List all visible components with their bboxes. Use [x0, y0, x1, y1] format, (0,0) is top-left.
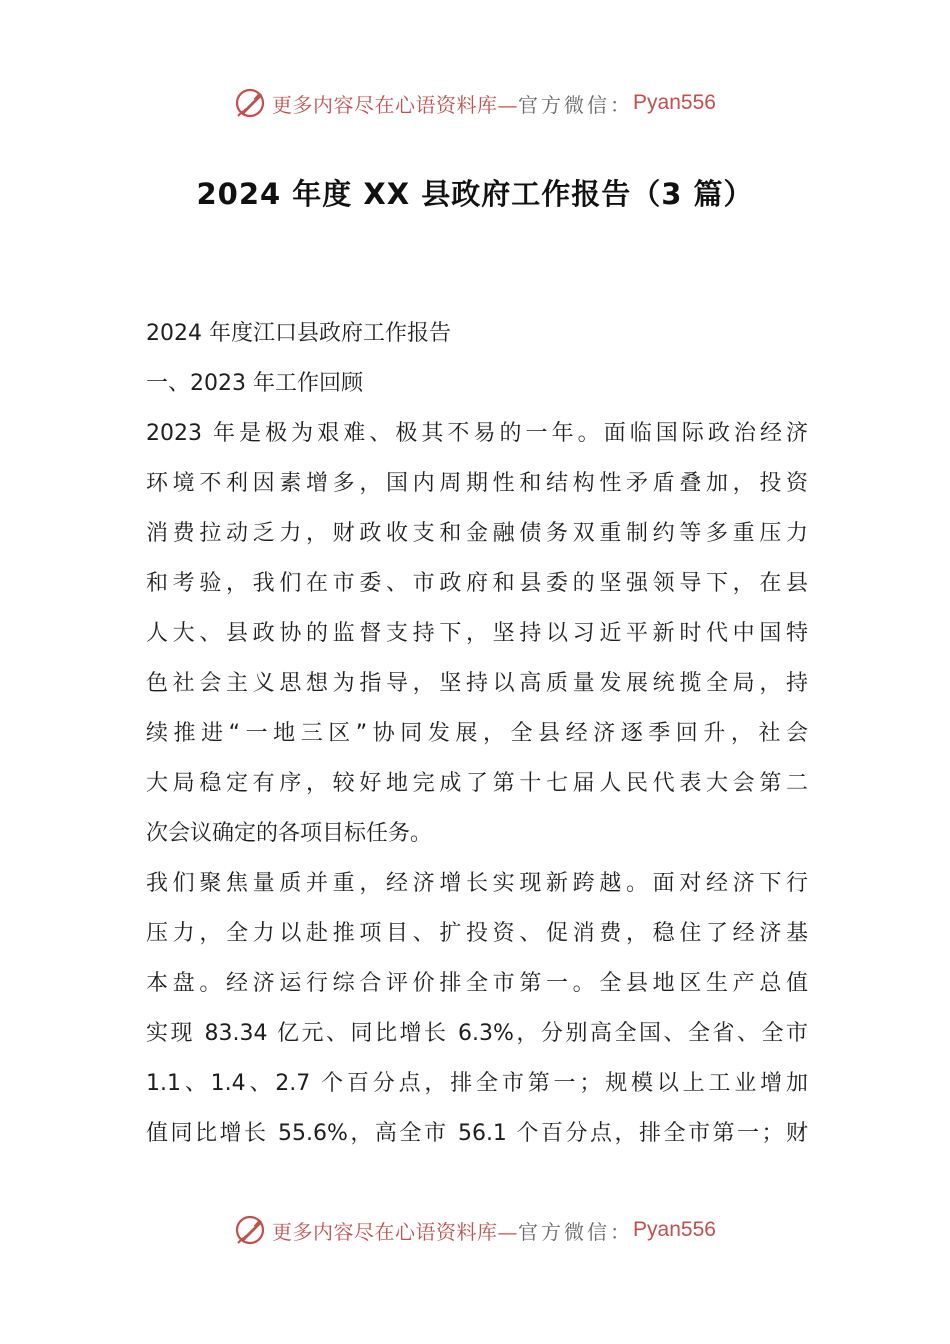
document-body	[146, 314, 808, 1164]
header-banner[interactable]	[0, 86, 950, 120]
section-heading: 一、2023 年工作回顾	[146, 371, 363, 396]
banner-slogan: 更多内容尽在心语资料库—	[272, 1219, 519, 1244]
paragraph-line: 人大、县政协的监督支持下，坚持以习近平新时代中国特	[146, 621, 808, 646]
paragraph-line: 大局稳定有序，较好地完成了第十七届人民代表大会第二	[146, 771, 808, 796]
paragraph-line: 消费拉动乏力，财政收支和金融债务双重制约等多重压力	[146, 521, 808, 546]
paragraph-line: 实现 83.34 亿元、同比增长 6.3%，分别高全国、全省、全市	[146, 1021, 808, 1046]
footer-banner[interactable]	[0, 1213, 950, 1247]
feather-pen-logo-icon	[234, 87, 266, 119]
paragraph-line: 环境不利因素增多，国内周期性和结构性矛盾叠加，投资	[146, 471, 808, 496]
paragraph-line: 值同比增长 55.6%，高全市 56.1 个百分点，排全市第一；财	[146, 1121, 808, 1146]
paragraph-line: 色社会主义思想为指导，坚持以高质量发展统揽全局，持	[146, 671, 808, 696]
paragraph-line: 本盘。经济运行综合评价排全市第一。全县地区生产总值	[146, 971, 808, 996]
paragraph-line: 次会议确定的各项目标任务。	[146, 821, 433, 846]
banner-wechat-id: Pyan556	[633, 91, 716, 114]
paragraph-line: 续推进“一地三区”协同发展，全县经济逐季回升，社会	[146, 721, 808, 746]
banner-wechat-id: Pyan556	[633, 1218, 716, 1241]
section-subtitle: 2024 年度江口县政府工作报告	[146, 321, 451, 346]
paragraph-line: 1.1、1.4、2.7 个百分点，排全市第一；规模以上工业增加	[146, 1071, 808, 1096]
paragraph-line: 和考验，我们在市委、市政府和县委的坚强领导下，在县	[146, 571, 808, 596]
banner-wechat-label: 官方微信：	[518, 1219, 634, 1244]
paragraph-line: 2023 年是极为艰难、极其不易的一年。面临国际政治经济	[146, 421, 808, 446]
banner-wechat-label: 官方微信：	[518, 92, 634, 117]
feather-pen-logo-icon	[234, 1214, 266, 1246]
banner-slogan: 更多内容尽在心语资料库—	[272, 92, 519, 117]
paragraph-line: 我们聚焦量质并重，经济增长实现新跨越。面对经济下行	[146, 871, 808, 896]
paragraph-line: 压力，全力以赴推项目、扩投资、促消费，稳住了经济基	[146, 921, 808, 946]
document-title: 2024 年度 XX 县政府工作报告（3 篇）	[196, 177, 754, 211]
